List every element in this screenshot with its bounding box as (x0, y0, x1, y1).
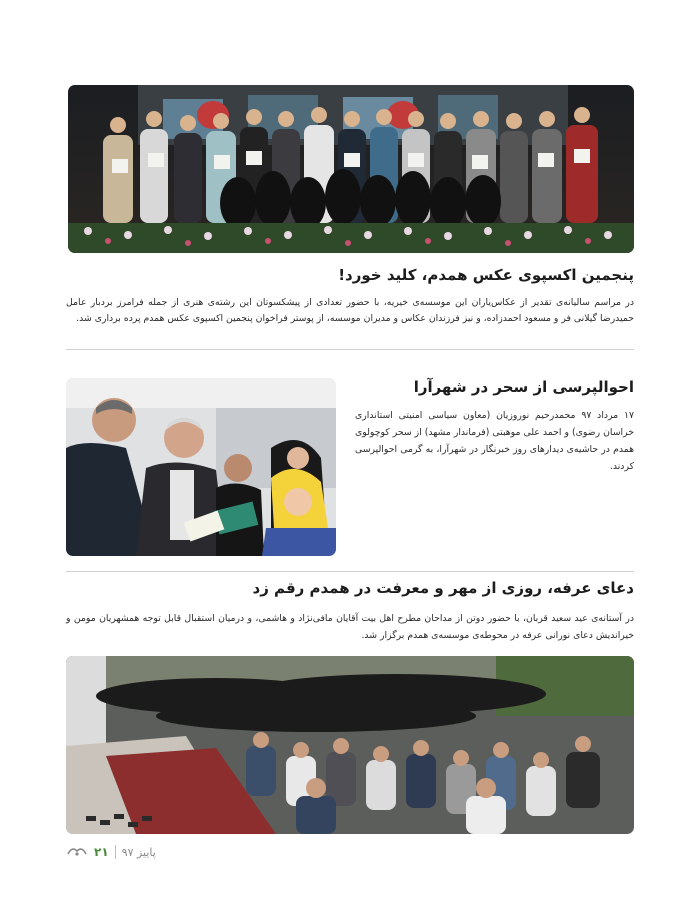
arafah-prayer-photo (66, 656, 634, 834)
article-1-body: در مراسم سالیانه‌ی تقدیر از عکاس‌یاران این موسسه‌ی خیریه، با حضور تعدادی از پیشکسوتان این رشته‌ی هنری از جمله فرامرز بردبار عامل حمیدرضا گیلانی فر و مسعود احمدزاده، و نیز فرزندان عکاس و مدیران موسسه، از پوستر فراخوان پنجمین اکسپوی عکس همدم پرده برداری شد. (66, 297, 634, 324)
article-1-title: پنجمین اکسپوی عکس همدم، کلید خورد! (338, 266, 634, 284)
hamdam-logo-icon (66, 844, 88, 861)
officials-meeting-photo (66, 378, 336, 556)
article-3-title: دعای عرفه، روزی از مهر و معرفت در همدم رقم زد (252, 579, 634, 597)
section-divider (66, 349, 634, 350)
page-number: ۲۱ (94, 845, 109, 859)
issue-label: پاییز ۹۷ (121, 845, 156, 859)
article-2-title: احوالپرسی از سحر در شهرآرا (413, 378, 634, 396)
page-footer (66, 842, 156, 862)
article-3-body: در آستانه‌ی عید سعید قربان، با حضور دوتن از مداحان مطرح اهل بیت آقایان مافی‌نژاد و هاشمی، و درمیان استقبال قابل توجه همشهریان مومن و خیراندیش دعای نورانی عرفه در محوطه‌ی موسسه‌ی همدم برگزار شد. (66, 613, 634, 641)
award-ceremony-photo (68, 85, 634, 253)
article-2-body: ۱۷ مرداد ۹۷ محمدرحیم نوروزیان (معاون سیاسی امنیتی استانداری خراسان رضوی) و احمد علی موهبتی (فرماندار مشهد) از سحر کوچولوی همدم در حاشیه‌ی دیدارهای روز خبرنگار در شهرآرا، به گرمی احوالپرسی کردند. (355, 410, 634, 472)
footer-separator (115, 845, 116, 859)
section-divider (66, 571, 634, 572)
